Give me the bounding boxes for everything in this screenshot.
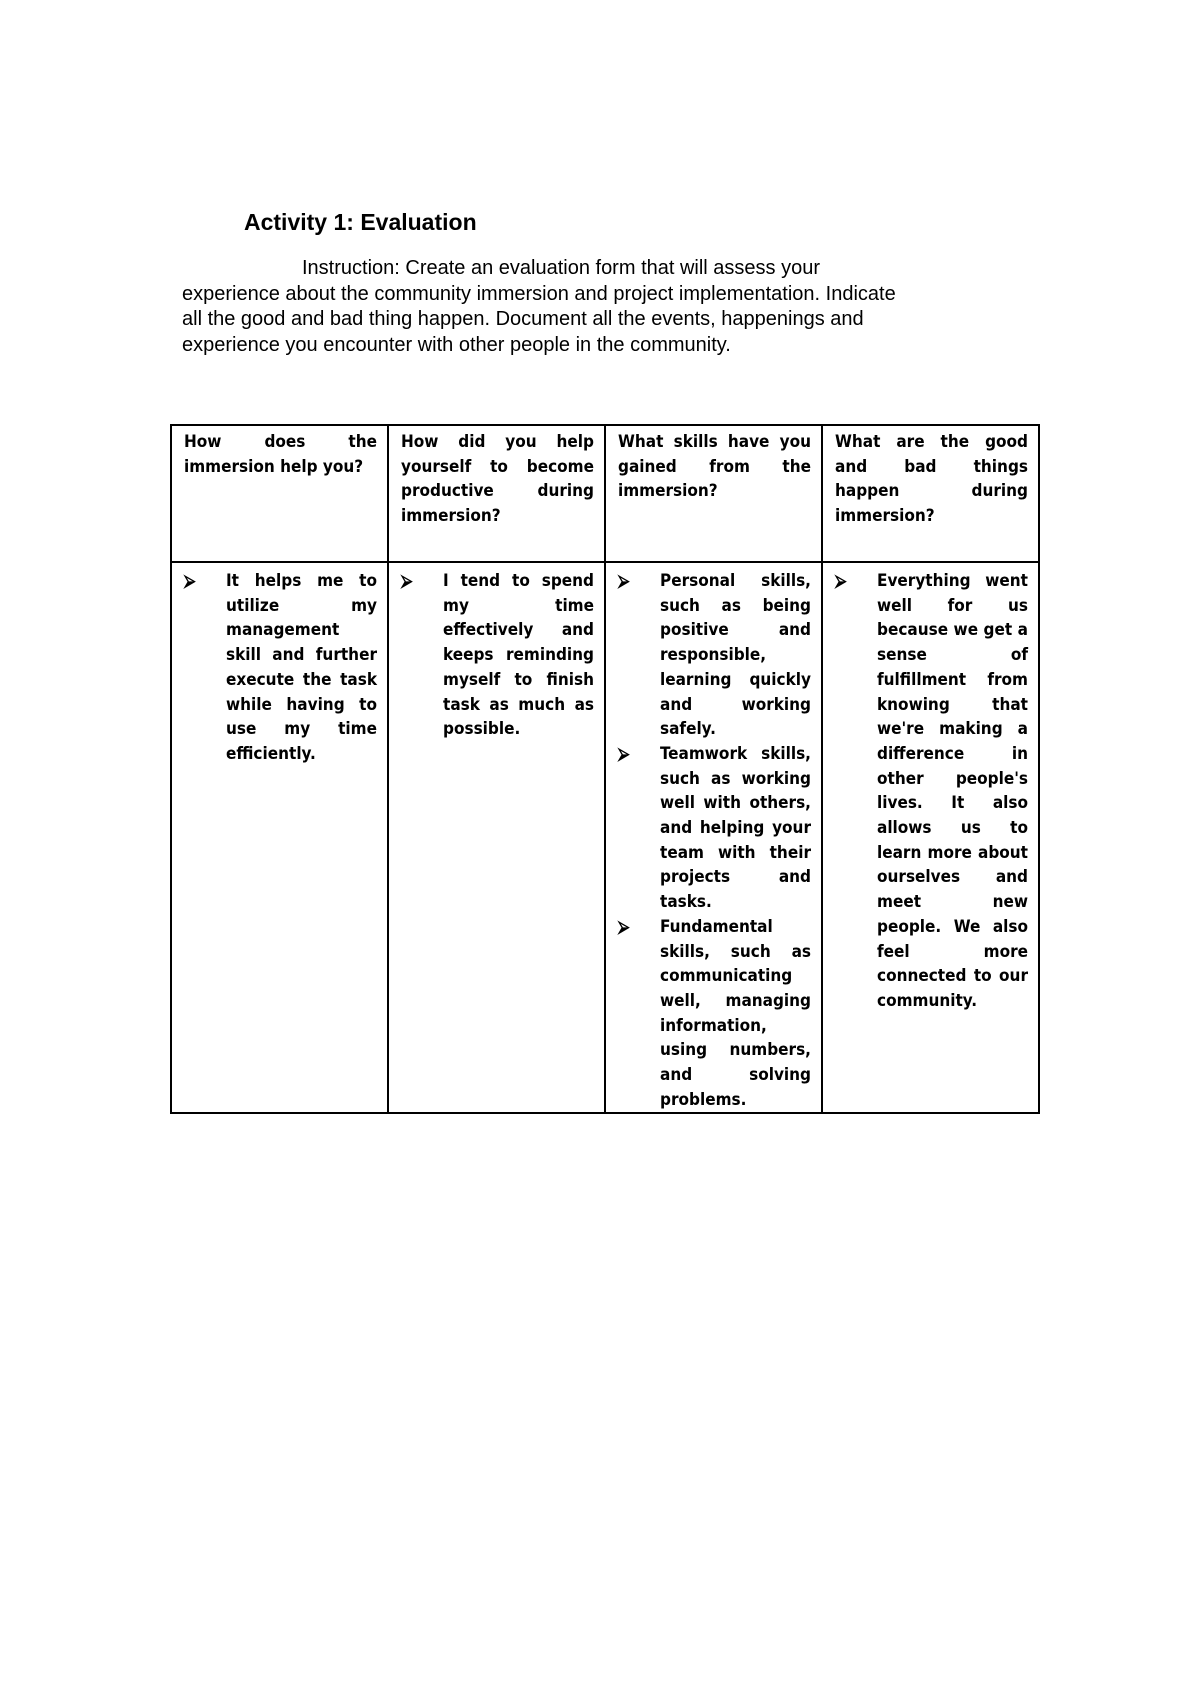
header-cell-productive: How did you help yourself to become productive during immersion? — [388, 425, 605, 562]
list-item-text: I tend to spend my time effectively and keeps reminding myself to finish task as much as possible. — [443, 571, 594, 740]
page-title: Activity 1: Evaluation — [244, 209, 477, 235]
evaluation-table — [170, 424, 1040, 1114]
header-cell-good-bad-things: What are the good and bad things happen during immersion? — [822, 425, 1039, 562]
answer-cell-immersion-help — [171, 562, 388, 1113]
table-answer-row — [171, 562, 1039, 1113]
answer-list — [184, 569, 377, 767]
list-item-text: Fundamental skills, such as communicating well, managing information, using numbers, and solving problems. — [660, 916, 811, 1110]
list-item — [618, 569, 811, 742]
arrowhead-bullet-icon: ⮚ — [618, 571, 630, 590]
arrowhead-bullet-icon: ⮚ — [184, 571, 196, 590]
answer-list — [618, 569, 811, 1112]
arrowhead-bullet-icon: ⮚ — [835, 571, 847, 590]
list-item — [835, 569, 1028, 1014]
answer-list — [401, 569, 594, 742]
list-item-text: It helps me to utilize my management skill and further execute the task while having to use my time efficiently. — [226, 571, 377, 764]
answer-cell-good-bad-things — [822, 562, 1039, 1113]
answer-list — [835, 569, 1028, 1014]
arrowhead-bullet-icon: ⮚ — [618, 916, 630, 936]
instruction-text — [182, 256, 902, 358]
table-header-row — [171, 425, 1039, 562]
list-item-text: Personal skills, such as being positive and responsible, learning quickly and working safely. — [660, 571, 811, 740]
answer-cell-skills-gained — [605, 562, 822, 1113]
list-item-text: Teamwork skills, such as working well with others, and helping your team with their projects and tasks. — [660, 743, 811, 913]
arrowhead-bullet-icon: ⮚ — [618, 743, 630, 763]
arrowhead-bullet-icon: ⮚ — [401, 571, 413, 590]
list-item — [401, 569, 594, 742]
list-item — [618, 915, 811, 1113]
list-item — [184, 569, 377, 767]
list-item — [618, 742, 811, 915]
answer-cell-productive — [388, 562, 605, 1113]
instruction-body: Instruction: Create an evaluation form that will assess your experience about the community immersion and project implementation. Indicate all the good and bad thing happen. Document all the events, happenings and experience you encounter with other people in the community. — [182, 257, 896, 356]
header-cell-immersion-help: How does the immersion help you? — [171, 425, 388, 562]
header-cell-skills-gained: What skills have you gained from the immersion? — [605, 425, 822, 562]
list-item-text: Everything went well for us because we get a sense of fulfillment from knowing that we're making a difference in other people's lives. It also allows us to learn more about ourselves and meet new people. We also feel more connected to our community. — [877, 571, 1028, 1011]
